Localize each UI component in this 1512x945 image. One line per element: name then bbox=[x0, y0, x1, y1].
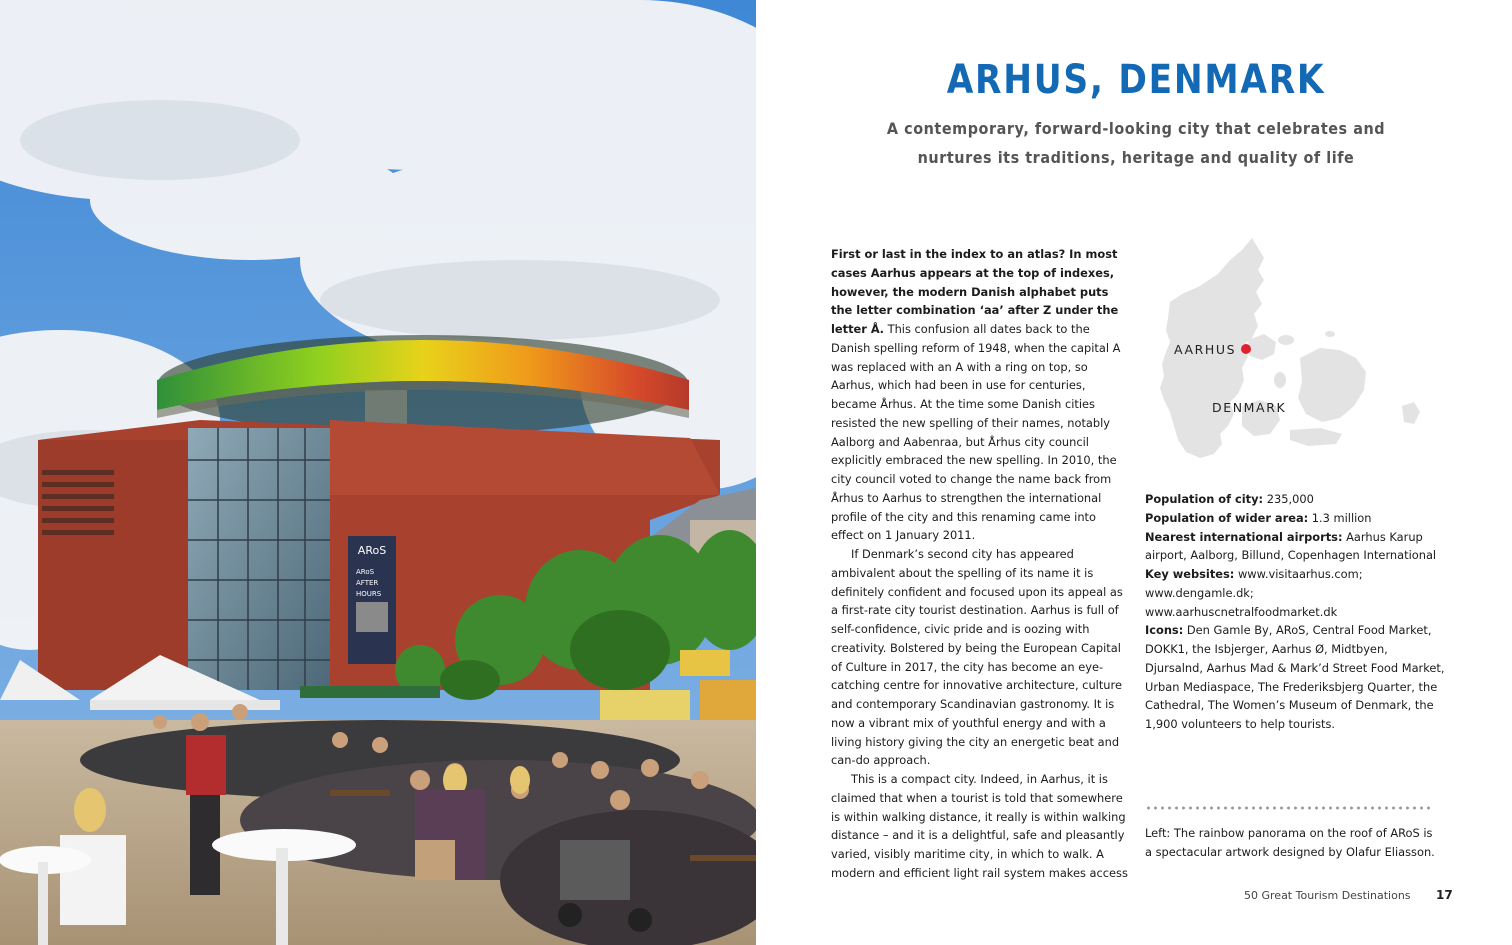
denmark-map bbox=[1130, 230, 1430, 470]
key-facts bbox=[1145, 490, 1445, 734]
caption-line-1: Left: The rainbow panorama on the roof of ARoS is bbox=[1145, 826, 1433, 840]
photo-caption bbox=[1145, 824, 1445, 862]
fact-label: Population of city: bbox=[1145, 492, 1264, 506]
subtitle-line-2: nurtures its traditions, heritage and quality of life bbox=[917, 148, 1355, 167]
footer-book-title: 50 Great Tourism Destinations bbox=[1244, 889, 1411, 902]
fact-value: Den Gamle By, ARoS, Central Food Market, DOKK1, the Isbjerger, Aarhus Ø, Midtbyen, Djursalnd, Aarhus Mad & Mark’d Street Food Market, Urban Mediaspace, The Frederiksbjerg Quarter, the Cathedral, The Women’s Museum of Denmark, the 1,900 volunteers to help tourists. bbox=[1145, 623, 1445, 731]
banner-line-3: HOURS bbox=[356, 590, 382, 598]
body-paragraph-1 bbox=[831, 245, 1131, 545]
caption-line-2: a spectacular artwork designed by Olafur Eliasson. bbox=[1145, 844, 1435, 859]
fact-websites bbox=[1145, 565, 1445, 621]
fact-label: Icons: bbox=[1145, 623, 1184, 638]
denmark-map-graphic bbox=[1130, 230, 1430, 470]
body-paragraph-2: If Denmark’s second city has appeared ambivalent about the spelling of its name it is definitely confident and focused upon its appeal as a first-rate city tourist destination. Aarhus is full of self-confidence, civic pride and is oozing with creativity. Bolstered by being the European Capital of Culture in 2017, the city has become an eye-catching centre for innovative architecture, culture and contemporary Scandinavian gastronomy. It is now a vibrant mix of youthful energy and with a living history giving the city an energetic beat and can-do approach. bbox=[831, 547, 1123, 768]
banner-brand: ARoS bbox=[357, 544, 387, 557]
dotted-divider bbox=[1145, 806, 1433, 810]
banner-line-1: ARoS bbox=[356, 568, 375, 576]
fact-airports bbox=[1145, 528, 1445, 566]
fact-population-area bbox=[1145, 509, 1445, 528]
body-lead-bold: First or last in the index to an atlas? In most cases Aarhus appears at the top of indexes, however, the modern Danish alphabet puts the letter combination ‘aa’ after Z under the letter Å. bbox=[831, 247, 1119, 336]
aarhus-marker bbox=[1241, 344, 1251, 354]
banner-line-2: AFTER bbox=[356, 579, 379, 587]
fact-label: Key websites: bbox=[1145, 567, 1235, 581]
page-title: ARHUS, DENMARK bbox=[946, 57, 1326, 103]
fact-icons bbox=[1145, 621, 1445, 734]
body-paragraph-1-rest: This confusion all dates back to the Danish spelling reform of 1948, when the capital A was replaced with an A with a ring on top, so Aarhus, which had been in use for centuries, became Århus. At the time some Danish cities resisted the new spelling of their names, notably Aalborg and Aabenraa, but Århus city council explicitly embraced the new spelling. In 2010, the city council voted to change the name back from Århus to Aarhus to strengthen the international profile of the city and this renaming came into effect on 1 January 2011. bbox=[831, 322, 1121, 543]
fact-value: 235,000 bbox=[1263, 492, 1314, 506]
fact-label: Nearest international airports: bbox=[1145, 529, 1343, 544]
page-number: 17 bbox=[1436, 888, 1453, 902]
body-paragraph-3: This is a compact city. Indeed, in Aarhus, it is claimed that when a tourist is told that somewhere is within walking distance, it really is within walking distance – and it is a delightful, safe and pleasantly varied, visibly maritime city, in which to walk. A modern and efficient light rail system makes access bbox=[831, 772, 1128, 880]
map-city-label: AARHUS bbox=[1174, 342, 1237, 357]
fact-population-city bbox=[1145, 490, 1445, 509]
map-country-label: DENMARK bbox=[1212, 400, 1287, 415]
fact-value: Aarhus Karup airport, Aalborg, Billund, Copenhagen International bbox=[1145, 529, 1437, 563]
page-subtitle bbox=[798, 114, 1475, 172]
fact-value: www.visitaarhus.com; www.dengamle.dk; www.aarhuscnetralfoodmarket.dk bbox=[1145, 567, 1363, 619]
body-text-column bbox=[831, 245, 1131, 883]
fact-value: 1.3 million bbox=[1308, 510, 1372, 525]
fact-label: Population of wider area: bbox=[1145, 510, 1309, 525]
subtitle-line-1: A contemporary, forward-looking city that celebrates and bbox=[886, 119, 1386, 138]
